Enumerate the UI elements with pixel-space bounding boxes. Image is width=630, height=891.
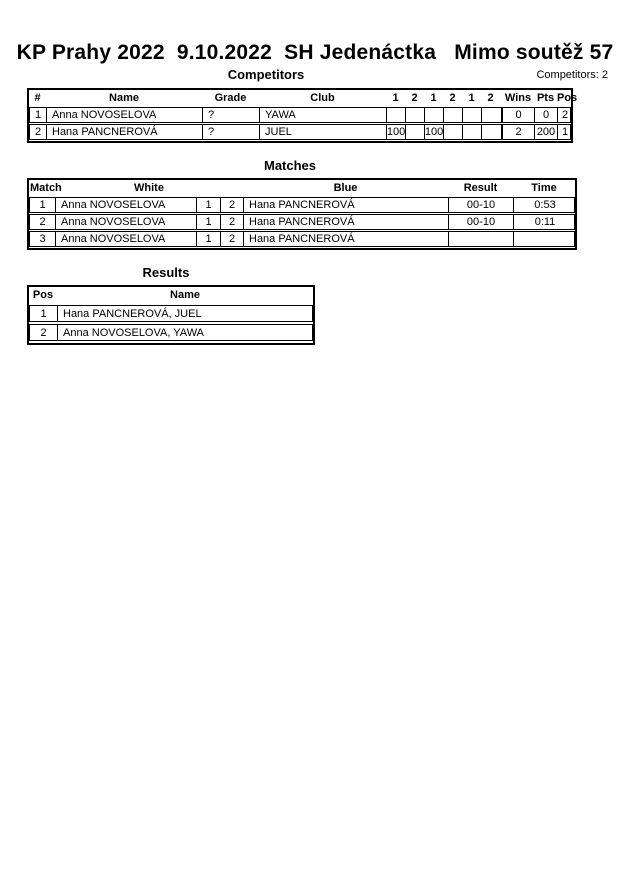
cell-score-2 (406, 125, 425, 139)
cell-blue-num: 2 (221, 232, 244, 246)
cell-pts: 0 (535, 108, 558, 122)
cell-pos: 1 (30, 306, 58, 321)
header-pts: Pts (536, 92, 555, 104)
header-round-3: 1 (430, 92, 437, 104)
cell-result: 00-10 (449, 198, 514, 212)
header-round-5: 1 (468, 92, 475, 104)
cell-score-1 (387, 108, 406, 122)
cell-pos: 2 (561, 109, 569, 121)
cell-result: 00-10 (449, 215, 514, 229)
cell-match-number: 3 (30, 232, 56, 246)
competitor-row (29, 124, 571, 140)
cell-name: Hana PANCNEROVÁ, JUEL (63, 307, 202, 320)
cell-match-number: 1 (30, 198, 56, 212)
cell-score-2 (406, 108, 425, 122)
header-round-6: 2 (487, 92, 494, 104)
cell-score-5 (463, 108, 482, 122)
cell-score-1: 100 (387, 126, 406, 138)
cell-match-number: 2 (30, 215, 56, 229)
header-white: White (134, 182, 164, 194)
header-round-2: 2 (411, 92, 418, 104)
cell-score-3: 100 (425, 126, 444, 138)
cell-pts: 200 (535, 125, 558, 139)
cell-white-name: Anna NOVOSELOVA (56, 232, 197, 246)
cell-white-num: 1 (197, 232, 221, 246)
results-section-title: Results (142, 265, 190, 280)
cell-grade: ? (203, 108, 260, 122)
cell-result (449, 232, 514, 246)
header-grade: Grade (214, 92, 247, 104)
cell-name: Anna NOVOSELOVA (47, 108, 203, 122)
cell-blue-num: 2 (221, 198, 244, 212)
cell-white-name: Anna NOVOSELOVA (56, 198, 197, 212)
cell-name: Anna NOVOSELOVA, YAWA (63, 326, 205, 339)
cell-name: Hana PANCNEROVÁ (47, 125, 203, 139)
cell-white-num: 1 (197, 215, 221, 229)
matches-table-header (29, 180, 575, 196)
results-table-header (29, 287, 313, 303)
header-pos: Pos (557, 92, 578, 104)
match-row (29, 231, 575, 247)
cell-club: YAWA (260, 108, 387, 122)
cell-grade: ? (203, 125, 260, 139)
matches-table (27, 178, 577, 250)
cell-white-name: Anna NOVOSELOVA (56, 215, 197, 229)
header-num: # (34, 92, 41, 104)
header-name: Name (170, 289, 200, 301)
cell-score-3 (425, 108, 444, 122)
header-match: Match (30, 182, 62, 194)
match-row (29, 214, 575, 230)
cell-num: 1 (30, 108, 47, 122)
header-pos: Pos (32, 289, 54, 301)
competitors-count: Competitors: 2 (536, 69, 608, 81)
cell-wins: 2 (503, 125, 535, 139)
cell-score-6 (482, 108, 501, 122)
cell-blue-num: 2 (221, 215, 244, 229)
cell-score-4 (444, 125, 463, 139)
competitor-row (29, 107, 571, 123)
result-row (29, 324, 313, 341)
header-round-4: 2 (449, 92, 456, 104)
header-name: Name (109, 92, 139, 104)
cell-pos: 1 (561, 126, 569, 138)
cell-score-4 (444, 108, 463, 122)
header-blue: Blue (333, 182, 358, 194)
matches-section-title: Matches (263, 158, 317, 173)
competitors-section-title: Competitors (227, 67, 305, 82)
results-table (27, 285, 315, 345)
page-title: KP Prahy 2022 9.10.2022 SH Jedenáctka Mimo soutěž 57 (16, 41, 614, 64)
header-wins: Wins (504, 92, 532, 104)
cell-blue-name: Hana PANCNEROVÁ (244, 198, 449, 212)
match-row (29, 197, 575, 213)
cell-time: 0:11 (534, 216, 556, 228)
header-round-1: 1 (392, 92, 399, 104)
result-row (29, 305, 313, 322)
competitors-table (27, 88, 578, 143)
cell-time: 0:53 (534, 199, 556, 211)
cell-time (514, 232, 576, 246)
cell-pos: 2 (30, 325, 58, 340)
header-club: Club (310, 92, 335, 104)
cell-wins: 0 (503, 108, 535, 122)
competitors-table-header (29, 90, 578, 106)
cell-white-num: 1 (197, 198, 221, 212)
header-result: Result (463, 182, 498, 194)
cell-score-6 (482, 125, 501, 139)
cell-blue-name: Hana PANCNEROVÁ (244, 215, 449, 229)
cell-club: JUEL (260, 125, 387, 139)
header-time: Time (531, 182, 557, 194)
cell-blue-name: Hana PANCNEROVÁ (244, 232, 449, 246)
cell-score-5 (463, 125, 482, 139)
cell-num: 2 (30, 125, 47, 139)
